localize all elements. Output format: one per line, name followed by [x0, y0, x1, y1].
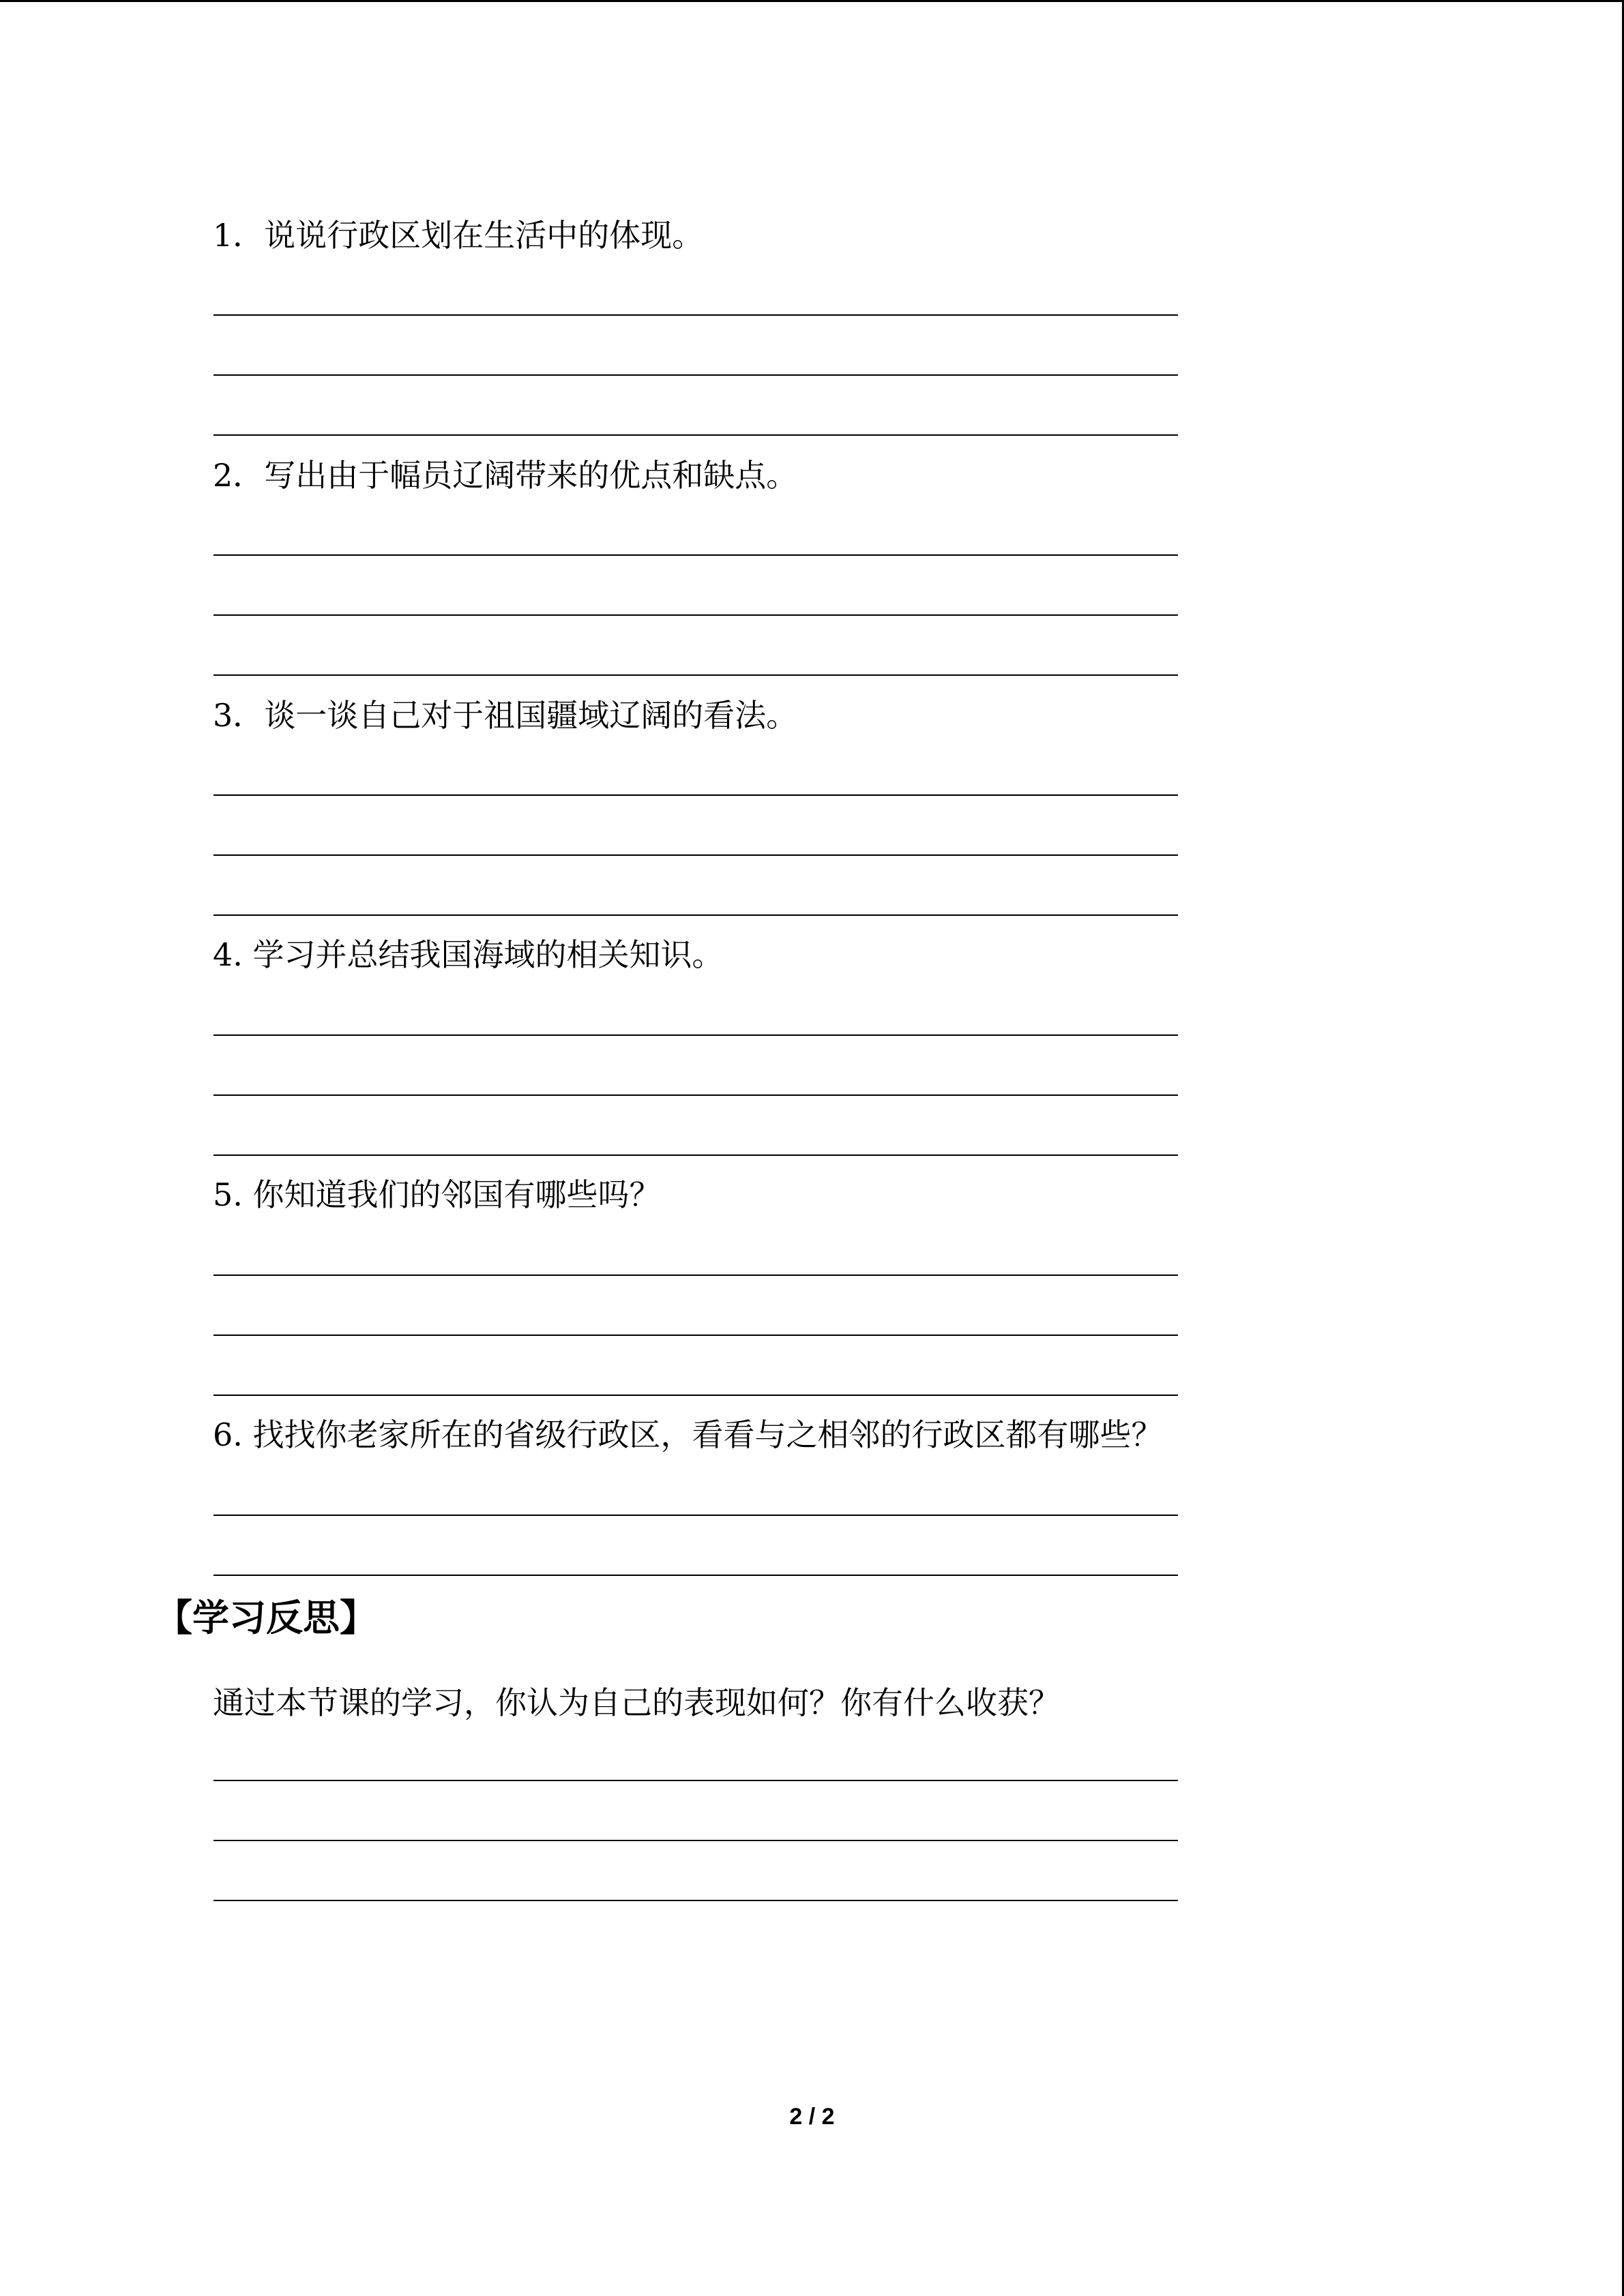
answer-line[interactable]: [213, 314, 1178, 316]
answer-line[interactable]: [213, 1154, 1178, 1156]
answer-line[interactable]: [213, 1575, 1178, 1576]
answer-line[interactable]: [213, 434, 1178, 436]
question-6: 6. 找找你老家所在的省级行政区，看看与之相邻的行政区都有哪些？: [213, 1416, 1163, 1453]
answer-line[interactable]: [213, 1840, 1178, 1841]
reflection-prompt: 通过本节课的学习，你认为自己的表现如何？你有什么收获？: [213, 1684, 1060, 1721]
answer-line[interactable]: [213, 854, 1178, 856]
answer-line[interactable]: [213, 1515, 1178, 1516]
reflection-heading: 【学习反思】: [156, 1596, 377, 1639]
answer-line[interactable]: [213, 914, 1178, 916]
answer-line[interactable]: [213, 674, 1178, 676]
page-border-top: [0, 0, 1624, 2]
answer-line[interactable]: [213, 1335, 1178, 1336]
answer-line[interactable]: [213, 1780, 1178, 1781]
answer-line[interactable]: [213, 1395, 1178, 1396]
question-5: 5. 你知道我们的邻国有哪些吗？: [213, 1176, 661, 1213]
question-1: 1．说说行政区划在生活中的体现。: [213, 217, 704, 254]
answer-line[interactable]: [213, 1034, 1178, 1036]
answer-line[interactable]: [213, 374, 1178, 376]
answer-line[interactable]: [213, 1900, 1178, 1901]
answer-line[interactable]: [213, 1094, 1178, 1096]
question-4: 4. 学习并总结我国海域的相关知识。: [213, 936, 724, 973]
question-3: 3．谈一谈自己对于祖国疆域辽阔的看法。: [213, 697, 798, 734]
page-number: 2 / 2: [789, 2104, 835, 2130]
question-2: 2．写出由于幅员辽阔带来的优点和缺点。: [213, 457, 798, 494]
answer-line[interactable]: [213, 1274, 1178, 1276]
answer-line[interactable]: [213, 554, 1178, 556]
answer-line[interactable]: [213, 794, 1178, 796]
answer-line[interactable]: [213, 614, 1178, 616]
